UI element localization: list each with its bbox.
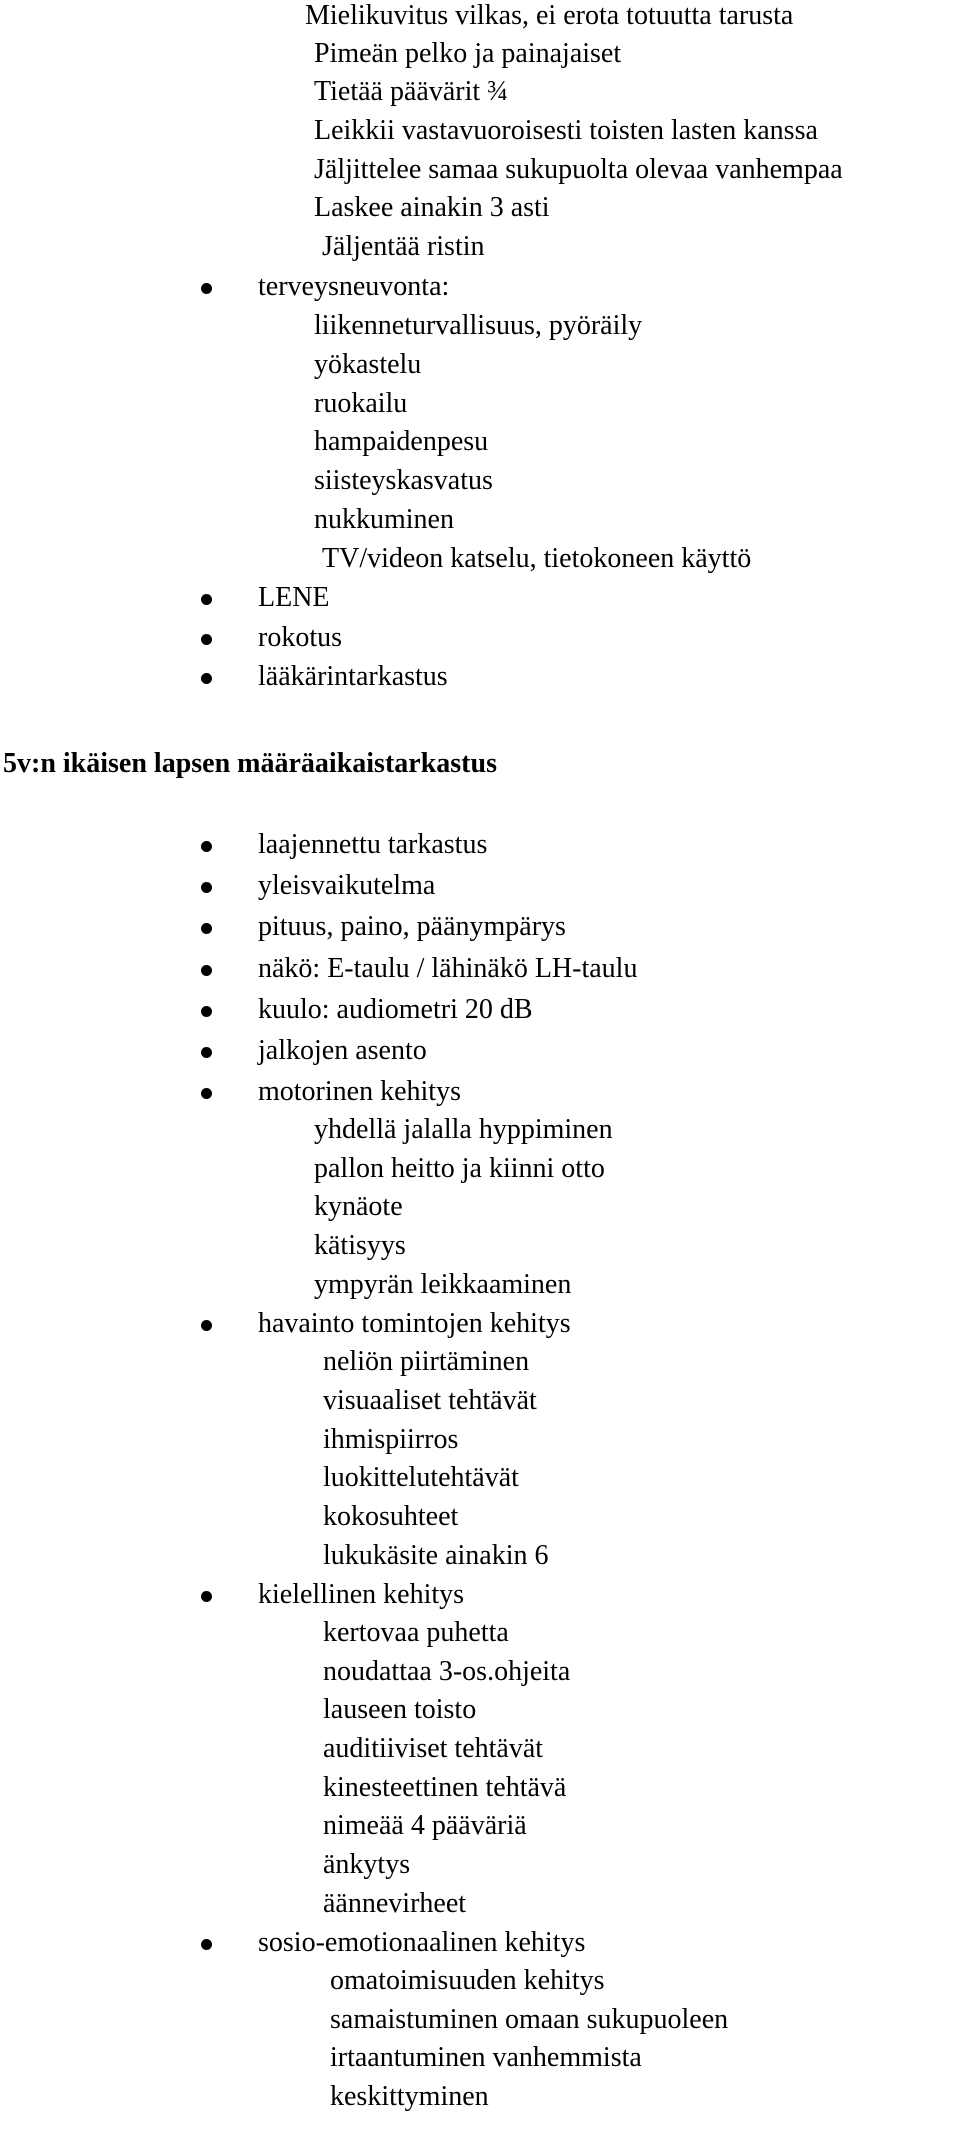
bullet-icon	[201, 1047, 212, 1058]
sub-item: keskittyminen	[330, 2081, 489, 2112]
sub-item: änkytys	[323, 1849, 411, 1880]
sub-item: kinesteettinen tehtävä	[323, 1772, 567, 1803]
sub-item: hampaidenpesu	[314, 426, 489, 457]
sub-item: lukukäsite ainakin 6	[323, 1540, 549, 1571]
bullet-icon	[201, 1320, 212, 1331]
sub-item: luokittelutehtävät	[323, 1462, 519, 1493]
bullet-icon	[201, 594, 212, 605]
sub-item: irtaantuminen vanhemmista	[330, 2042, 642, 2073]
list-item-terveysneuvonta: terveysneuvonta:	[258, 271, 450, 302]
sub-item: neliön piirtäminen	[323, 1346, 530, 1377]
bullet-icon	[201, 1939, 212, 1950]
sub-item: siisteyskasvatus	[314, 465, 493, 496]
list-item: Jäljentää ristin	[322, 231, 485, 262]
list-item: yleisvaikutelma	[258, 870, 436, 901]
sub-item: kätisyys	[314, 1230, 406, 1261]
sub-item: liikenneturvallisuus, pyöräily	[314, 310, 643, 341]
list-item: Pimeän pelko ja painajaiset	[314, 38, 622, 69]
bullet-icon	[201, 965, 212, 976]
list-item: pituus, paino, päänympärys	[258, 911, 566, 942]
sub-item: ihmispiirros	[323, 1424, 459, 1455]
list-item: lääkärintarkastus	[258, 661, 448, 692]
list-item: näkö: E-taulu / lähinäkö LH-taulu	[258, 953, 638, 984]
bullet-icon	[201, 882, 212, 893]
bullet-icon	[201, 634, 212, 645]
list-item: LENE	[258, 582, 330, 613]
list-item-havainto: havainto tomintojen kehitys	[258, 1308, 571, 1339]
list-item: Jäljittelee samaa sukupuolta olevaa vanhempaa	[314, 154, 843, 185]
bullet-icon	[201, 841, 212, 852]
bullet-icon	[201, 673, 212, 684]
sub-item: nukkuminen	[314, 504, 454, 535]
sub-item: kertovaa puhetta	[323, 1617, 509, 1648]
list-item: Tietää päävärit ¾	[314, 76, 509, 107]
list-item: Laskee ainakin 3 asti	[314, 192, 550, 223]
bullet-icon	[201, 1591, 212, 1602]
sub-item: ruokailu	[314, 388, 408, 419]
sub-item: TV/videon katselu, tietokoneen käyttö	[322, 543, 752, 574]
sub-item: nimeää 4 pääväriä	[323, 1810, 527, 1841]
bullet-icon	[201, 1088, 212, 1099]
section-heading: 5v:n ikäisen lapsen määräaikaistarkastus	[3, 748, 497, 779]
sub-item: ympyrän leikkaaminen	[314, 1269, 572, 1300]
sub-item: yökastelu	[314, 349, 422, 380]
list-item: laajennettu tarkastus	[258, 829, 488, 860]
list-item: Mielikuvitus vilkas, ei erota totuutta tarusta	[305, 0, 794, 31]
list-item-sosio: sosio-emotionaalinen kehitys	[258, 1927, 586, 1958]
list-item: Leikkii vastavuoroisesti toisten lasten kanssa	[314, 115, 818, 146]
sub-item: auditiiviset tehtävät	[323, 1733, 544, 1764]
sub-item: lauseen toisto	[323, 1694, 477, 1725]
bullet-icon	[201, 923, 212, 934]
bullet-icon	[201, 283, 212, 294]
bullet-icon	[201, 1006, 212, 1017]
list-item: jalkojen asento	[258, 1035, 427, 1066]
list-item-kielellinen: kielellinen kehitys	[258, 1579, 465, 1610]
sub-item: äännevirheet	[323, 1888, 467, 1919]
list-item: rokotus	[258, 622, 342, 653]
sub-item: samaistuminen omaan sukupuoleen	[330, 2004, 729, 2035]
sub-item: kokosuhteet	[323, 1501, 459, 1532]
sub-item: omatoimisuuden kehitys	[330, 1965, 605, 1996]
sub-item: yhdellä jalalla hyppiminen	[314, 1114, 613, 1145]
sub-item: visuaaliset tehtävät	[323, 1385, 537, 1416]
list-item-motorinen: motorinen kehitys	[258, 1076, 461, 1107]
sub-item: kynäote	[314, 1191, 403, 1222]
sub-item: pallon heitto ja kiinni otto	[314, 1153, 605, 1184]
sub-item: noudattaa 3-os.ohjeita	[323, 1656, 571, 1687]
list-item: kuulo: audiometri 20 dB	[258, 994, 533, 1025]
